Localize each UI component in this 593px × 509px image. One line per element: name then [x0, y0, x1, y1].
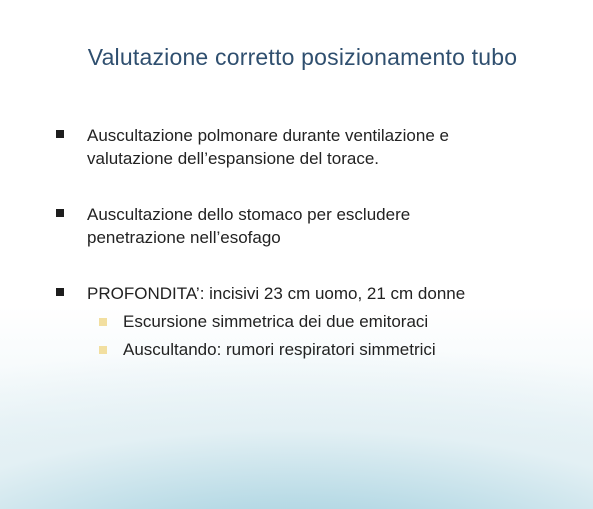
square-bullet-icon	[56, 209, 64, 217]
sub-bullet-text: Auscultando: rumori respiratori simmetrici	[123, 340, 436, 359]
square-sub-bullet-icon	[99, 318, 107, 326]
square-sub-bullet-icon	[99, 346, 107, 354]
bullet-text-line: Auscultazione polmonare durante ventilazione e	[87, 126, 449, 145]
sub-bullet-item	[87, 336, 576, 364]
sub-bullet-item	[87, 308, 576, 336]
bullet-text-line: Auscultazione dello stomaco per escludere	[87, 205, 411, 224]
slide-title: Valutazione corretto posizionamento tubo	[87, 44, 518, 70]
square-bullet-icon	[56, 130, 64, 138]
bullet-text-line: PROFONDITA’: incisivi 23 cm uomo, 21 cm donne	[87, 284, 466, 303]
bullet-text-line: penetrazione nell’esofago	[87, 228, 281, 247]
bullet-list	[56, 124, 576, 364]
square-bullet-icon	[56, 288, 64, 296]
bullet-item	[56, 124, 576, 170]
bullet-item	[56, 282, 576, 364]
sub-bullet-text: Escursione simmetrica dei due emitoraci	[123, 312, 429, 331]
bullet-text-line: valutazione dell’espansione del torace.	[87, 149, 380, 168]
bullet-item	[56, 203, 576, 249]
sub-bullet-list	[87, 308, 576, 364]
